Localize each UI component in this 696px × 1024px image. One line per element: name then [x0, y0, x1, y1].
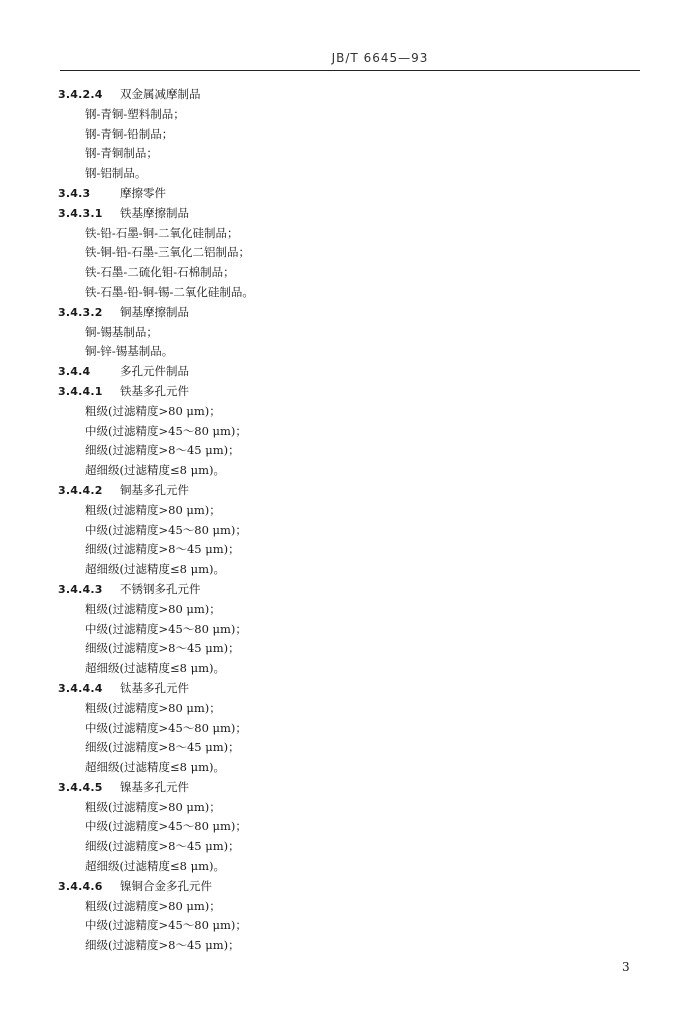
clause-heading: [0, 877, 696, 897]
list-item-text: 中级(过滤精度>45～80 μm)；: [85, 819, 247, 834]
list-item: [0, 342, 696, 362]
list-item: [0, 699, 696, 719]
clause-number: 3.4.3: [58, 186, 91, 200]
clause-number: 3.4.4.1: [58, 384, 103, 398]
clause-title: 摩擦零件: [120, 185, 166, 200]
page-number: 3: [622, 960, 630, 974]
list-item-text: 中级(过滤精度>45～80 μm)；: [85, 621, 247, 636]
clause-heading: [0, 184, 696, 204]
clause-title: 铜基多孔元件: [120, 482, 189, 497]
list-item: [0, 837, 696, 857]
list-item-text: 粗级(过滤精度>80 μm)；: [85, 601, 221, 616]
list-item-text: 粗级(过滤精度>80 μm)；: [85, 799, 221, 814]
list-item: [0, 105, 696, 125]
list-item-text: 钢-青铜-铅制品；: [85, 126, 174, 141]
running-header-standard-code: JB/T 6645—93: [331, 51, 429, 65]
clause-heading: [0, 382, 696, 402]
list-item-text: 铁-铅-石墨-铜-二氧化硅制品；: [85, 225, 239, 240]
list-item: [0, 897, 696, 917]
list-item-text: 粗级(过滤精度>80 μm)；: [85, 502, 221, 517]
list-item-text: 粗级(过滤精度>80 μm)；: [85, 898, 221, 913]
clause-title: 多孔元件制品: [120, 364, 189, 379]
list-item: [0, 857, 696, 877]
list-item: [0, 659, 696, 679]
list-item: [0, 817, 696, 837]
list-item-text: 中级(过滤精度>45～80 μm)；: [85, 720, 247, 735]
clause-title: 铜基摩擦制品: [120, 304, 189, 319]
list-item: [0, 719, 696, 739]
list-item: [0, 323, 696, 343]
list-item-text: 钢-铝制品。: [85, 166, 147, 181]
list-item: [0, 738, 696, 758]
list-item: [0, 263, 696, 283]
list-item: [0, 224, 696, 244]
list-item-text: 中级(过滤精度>45～80 μm)；: [85, 423, 247, 438]
clause-title: 镍铜合金多孔元件: [120, 878, 212, 893]
list-item: [0, 560, 696, 580]
clause-heading: [0, 481, 696, 501]
list-item-text: 钢-青铜-塑料制品；: [85, 106, 185, 121]
clause-heading: [0, 85, 696, 105]
clause-title: 铁基摩擦制品: [120, 205, 189, 220]
list-item: [0, 758, 696, 778]
clause-number: 3.4.4.3: [58, 582, 103, 596]
clause-heading: [0, 679, 696, 699]
list-item: [0, 521, 696, 541]
list-item: [0, 461, 696, 481]
clause-number: 3.4.3.1: [58, 206, 103, 220]
list-item-text: 铜-锌-锡基制品。: [85, 344, 174, 359]
list-item-text: 中级(过滤精度>45～80 μm)；: [85, 918, 247, 933]
clause-heading: [0, 580, 696, 600]
list-item-text: 铁-铜-铅-石墨-三氧化二铝制品；: [85, 245, 251, 260]
clause-heading: [0, 204, 696, 224]
clause-number: 3.4.4: [58, 365, 91, 379]
list-item-text: 超细级(过滤精度≤8 μm)。: [85, 859, 225, 874]
list-item-text: 铜-锡基制品；: [85, 324, 158, 339]
list-item-text: 钢-青铜制品；: [85, 146, 158, 161]
list-item-text: 铁-石墨-铅-铜-锡-二氧化硅制品。: [85, 284, 254, 299]
list-item: [0, 798, 696, 818]
clause-heading: [0, 303, 696, 323]
header-rule: [60, 70, 640, 71]
clause-number: 3.4.4.5: [58, 780, 103, 794]
clause-title: 镍基多孔元件: [120, 779, 189, 794]
list-item-text: 粗级(过滤精度>80 μm)；: [85, 700, 221, 715]
clause-number: 3.4.3.2: [58, 305, 103, 319]
list-item-text: 超细级(过滤精度≤8 μm)。: [85, 562, 225, 577]
clause-heading: [0, 362, 696, 382]
list-item: [0, 144, 696, 164]
list-item-text: 细级(过滤精度>8～45 μm)；: [85, 542, 240, 557]
list-item-text: 细级(过滤精度>8～45 μm)；: [85, 443, 240, 458]
clause-title: 铁基多孔元件: [120, 383, 189, 398]
list-item: [0, 501, 696, 521]
clause-title: 不锈钢多孔元件: [120, 581, 201, 596]
list-item-text: 超细级(过滤精度≤8 μm)。: [85, 760, 225, 775]
clause-number: 3.4.4.4: [58, 681, 103, 695]
list-item-text: 铁-石墨-二硫化钼-石棉制品；: [85, 265, 235, 280]
clause-heading: [0, 778, 696, 798]
list-item: [0, 164, 696, 184]
list-item: [0, 243, 696, 263]
list-item-text: 细级(过滤精度>8～45 μm)；: [85, 839, 240, 854]
clause-title: 钛基多孔元件: [120, 680, 189, 695]
list-item: [0, 639, 696, 659]
list-item-text: 粗级(过滤精度>80 μm)；: [85, 403, 221, 418]
list-item: [0, 125, 696, 145]
clause-title: 双金属减摩制品: [120, 87, 201, 101]
list-item-text: 超细级(过滤精度≤8 μm)。: [85, 463, 225, 478]
list-item: [0, 540, 696, 560]
clause-number: 3.4.2.4: [58, 88, 103, 101]
clause-number: 3.4.4.6: [58, 879, 103, 893]
list-item: [0, 441, 696, 461]
list-item: [0, 936, 696, 956]
list-item-text: 细级(过滤精度>8～45 μm)；: [85, 938, 240, 953]
list-item: [0, 283, 696, 303]
list-item-text: 超细级(过滤精度≤8 μm)。: [85, 661, 225, 676]
list-item: [0, 916, 696, 936]
list-item-text: 细级(过滤精度>8～45 μm)；: [85, 740, 240, 755]
clause-number: 3.4.4.2: [58, 483, 103, 497]
list-item-text: 细级(过滤精度>8～45 μm)；: [85, 641, 240, 656]
list-item-text: 中级(过滤精度>45～80 μm)；: [85, 522, 247, 537]
list-item: [0, 600, 696, 620]
list-item: [0, 402, 696, 422]
list-item: [0, 422, 696, 442]
list-item: [0, 620, 696, 640]
document-body: [0, 85, 696, 956]
